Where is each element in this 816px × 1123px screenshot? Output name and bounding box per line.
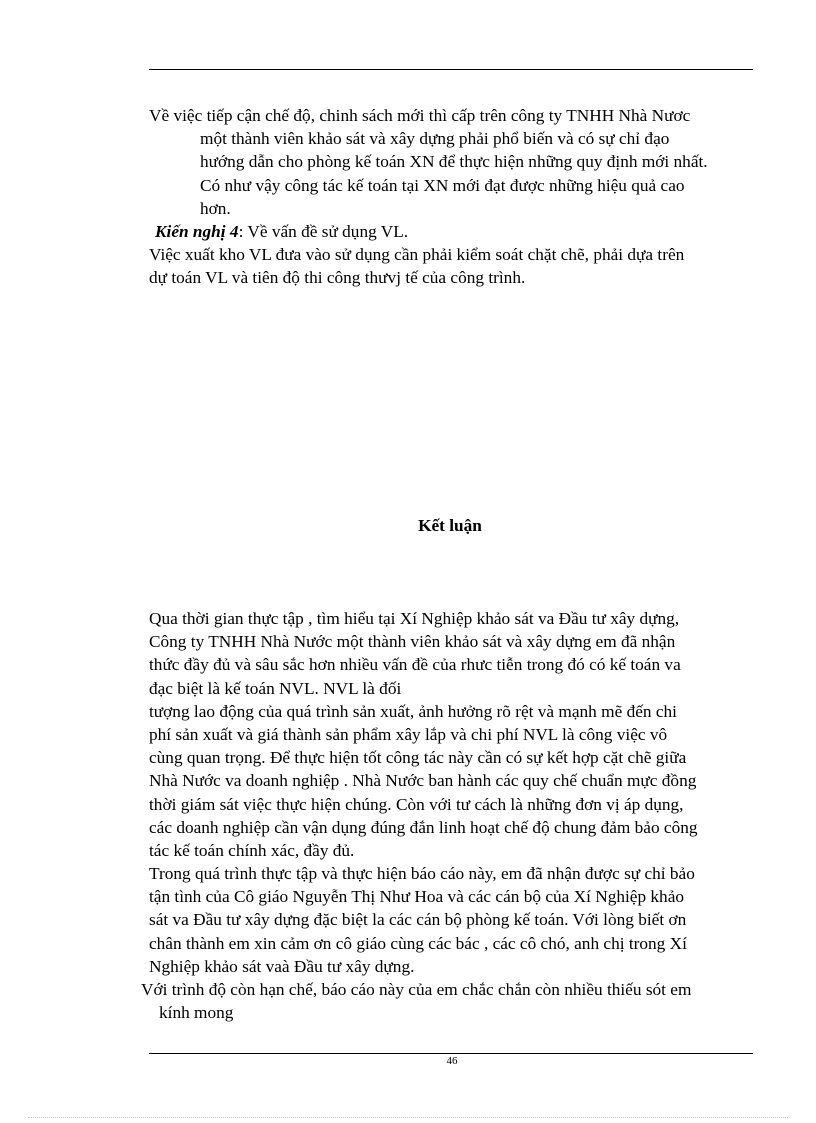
paragraph-line: sát va Đầu tư xây dựng đặc biệt la các cán bộ phòng kế toán. Với lòng biết ơn	[149, 910, 687, 930]
paragraph-line: cùng quan trọng. Để thực hiện tốt công tác này cần có sự kết hợp cặt chẽ giữa	[149, 748, 687, 768]
paragraph-line: phí sản xuất và giá thành sản phẩm xây lắp và chi phí NVL là công việc vô	[149, 724, 668, 744]
paragraph-line: thời giám sát việc thực hiện chúng. Còn với tư cách là những đơn vị áp dụng,	[149, 794, 684, 814]
section-recommendation	[149, 104, 769, 290]
paragraph-line: tượng lao động của quá trình sản xuất, ảnh hưởng rõ rệt và mạnh mẽ đến chi	[149, 701, 677, 721]
page-edge-dots	[28, 1117, 788, 1118]
paragraph-line: hơn.	[200, 198, 231, 218]
paragraph-line: Có như vậy công tác kế toán tại XN mới đạt được những hiệu quả cao	[200, 175, 685, 195]
paragraph-line: Về việc tiếp cận chế độ, chinh sách mới thì cấp trên công ty TNHH Nhà Nươc	[149, 106, 691, 125]
paragraph-line: một thành viên khảo sát và xây dựng phải phổ biến và có sự chỉ đạo	[200, 129, 670, 149]
paragraph-line: thức đầy đủ và sâu sắc hơn nhiều vấn đề của rhưc tiễn trong đó có kế toán va	[149, 655, 681, 675]
paragraph-line: Công ty TNHH Nhà Nước một thành viên khảo sát và xây dựng em đã nhận	[149, 632, 676, 652]
page-number: 46	[446, 1055, 458, 1067]
closing-line: Với trình độ còn hạn chế, báo cáo này của em chắc chắn còn nhiều thiếu sót em	[141, 980, 692, 999]
paragraph-line: các doanh nghiệp cần vận dụng đúng đắn linh hoạt chế độ chung đảm bảo công	[149, 817, 698, 837]
paragraph-line: Qua thời gian thực tập , tìm hiểu tại Xí Nghiệp khảo sát va Đầu tư xây dựng,	[149, 609, 680, 628]
recommendation-label: Kiến nghị 4	[155, 221, 239, 241]
conclusion-heading: Kết luận	[418, 516, 482, 535]
recommendation-text: : Về vấn đề sử dụng VL.	[238, 221, 409, 241]
closing-line: kính mong	[159, 1003, 234, 1023]
paragraph-line: Trong quá trình thực tập và thực hiện báo cáo này, em đã nhận được sự chỉ bảo	[149, 864, 695, 884]
paragraph-line: chân thành em xin cảm ơn cô giáo cùng các bác , các cô chó, anh chị trong Xí	[149, 933, 687, 953]
header-rule	[149, 69, 753, 70]
conclusion-body	[141, 607, 769, 1024]
paragraph-line: tận tình của Cô giáo Nguyễn Thị Như Hoa và các cán bộ của Xí Nghiệp khảo	[149, 887, 685, 907]
paragraph-line: hướng dẫn cho phòng kế toán XN để thực hiện những quy định mới nhất.	[200, 152, 708, 172]
recommendation-line	[149, 220, 769, 243]
paragraph-line: Nghiệp khảo sát vaà Đầu tư xây dựng.	[149, 956, 415, 976]
paragraph-line: tác kế toán chính xác, đầy đủ.	[149, 840, 355, 860]
paragraph-line: dự toán VL và tiên độ thi công thưvj tế của công trình.	[149, 268, 526, 288]
paragraph-line: Việc xuất kho VL đưa vào sử dụng cần phải kiểm soát chặt chẽ, phải dựa trên	[149, 245, 685, 265]
paragraph-line: đạc biệt là kế toán NVL. NVL là đối	[149, 678, 402, 698]
paragraph-line: Nhà Nước va doanh nghiệp . Nhà Nước ban hành các quy chế chuẩn mực đồng	[149, 771, 697, 791]
